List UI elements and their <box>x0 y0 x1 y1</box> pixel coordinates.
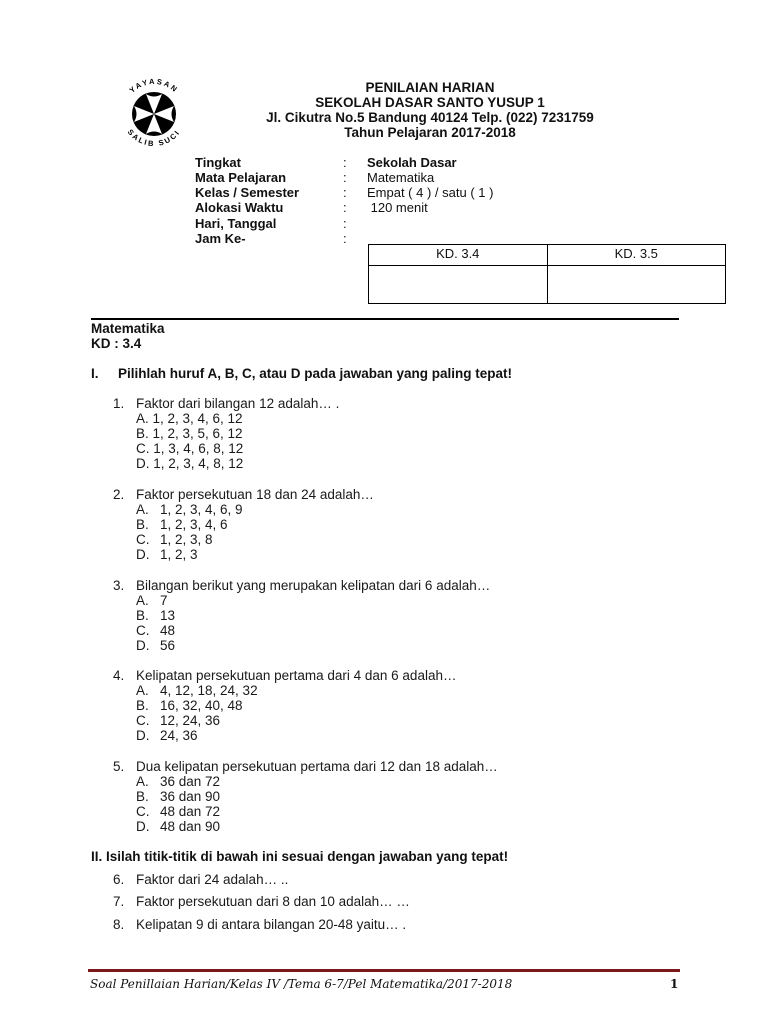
info-label: Kelas / Semester <box>195 185 300 200</box>
option-2a: A. 1, 2, 3, 4, 6, 9 <box>136 502 243 517</box>
option-2c: C. 1, 2, 3, 8 <box>136 532 213 547</box>
logo-text: YAYASAN <box>127 76 181 95</box>
school-address: Jl. Cikutra No.5 Bandung 40124 Telp. (022) 7231759 <box>266 110 594 125</box>
option-5a: A. 36 dan 72 <box>136 774 221 789</box>
subject-heading: Matematika <box>91 321 165 336</box>
info-value: Sekolah Dasar <box>367 155 457 170</box>
info-value: Empat ( 4 ) / satu ( 1 ) <box>367 185 494 200</box>
option-3b: B. 13 <box>136 608 176 623</box>
option-4d: D. 24, 36 <box>136 728 198 743</box>
info-label: Jam Ke- <box>195 231 246 246</box>
school-logo <box>112 72 196 156</box>
option-1a: A. 1, 2, 3, 4, 6, 12 <box>136 411 243 426</box>
info-label: Mata Pelajaran <box>195 170 287 185</box>
info-value: 120 menit <box>367 200 428 215</box>
school-name: SEKOLAH DASAR SANTO YUSUP 1 <box>315 95 545 110</box>
kd-header-1: KD. 3.4 <box>369 245 548 266</box>
section-2-title: II. Isilah titik-titik di bawah ini sesuai dengan jawaban yang tepat! <box>91 849 509 864</box>
option-3a: A. 7 <box>136 593 168 608</box>
info-label: Hari, Tanggal <box>195 216 277 231</box>
kd-score-cell-1[interactable] <box>369 266 548 304</box>
footer-rule <box>88 969 680 972</box>
option-4a: A. 4, 12, 18, 24, 32 <box>136 683 258 698</box>
option-4b: B. 16, 32, 40, 48 <box>136 698 243 713</box>
academic-year: Tahun Pelajaran 2017-2018 <box>344 125 516 140</box>
kd-header-2: KD. 3.5 <box>547 245 726 266</box>
info-value: Matematika <box>367 170 435 185</box>
option-1d: D. 1, 2, 3, 4, 8, 12 <box>136 456 244 471</box>
option-2b: B. 1, 2, 3, 4, 6 <box>136 517 228 532</box>
info-label: Alokasi Waktu <box>195 200 284 215</box>
footer-text: Soal Penillaian Harian/Kelas IV /Tema 6-7/Pel Matematika/2017-2018 <box>90 977 513 991</box>
divider <box>91 318 679 320</box>
kd-heading: KD : 3.4 <box>91 336 142 351</box>
option-3c: C. 48 <box>136 623 176 638</box>
option-2d: D. 1, 2, 3 <box>136 547 198 562</box>
kd-score-table <box>368 244 726 304</box>
option-5d: D. 48 dan 90 <box>136 819 221 834</box>
option-1c: C. 1, 3, 4, 6, 8, 12 <box>136 441 244 456</box>
section-1-roman: I. <box>91 366 99 381</box>
option-5b: B. 36 dan 90 <box>136 789 221 804</box>
option-4c: C. 12, 24, 36 <box>136 713 221 728</box>
option-1b: B. 1, 2, 3, 5, 6, 12 <box>136 426 243 441</box>
page-number: 1 <box>670 977 679 991</box>
section-1-title: Pilihlah huruf A, B, C, atau D pada jawaban yang paling tepat! <box>118 366 513 381</box>
exam-title: PENILAIAN HARIAN <box>365 80 495 95</box>
option-3d: D. 56 <box>136 638 176 653</box>
info-label: Tingkat <box>195 155 241 170</box>
kd-score-cell-2[interactable] <box>547 266 726 304</box>
option-5c: C. 48 dan 72 <box>136 804 221 819</box>
svg-text:SALIB SUCI: SALIB SUCI <box>125 127 183 149</box>
